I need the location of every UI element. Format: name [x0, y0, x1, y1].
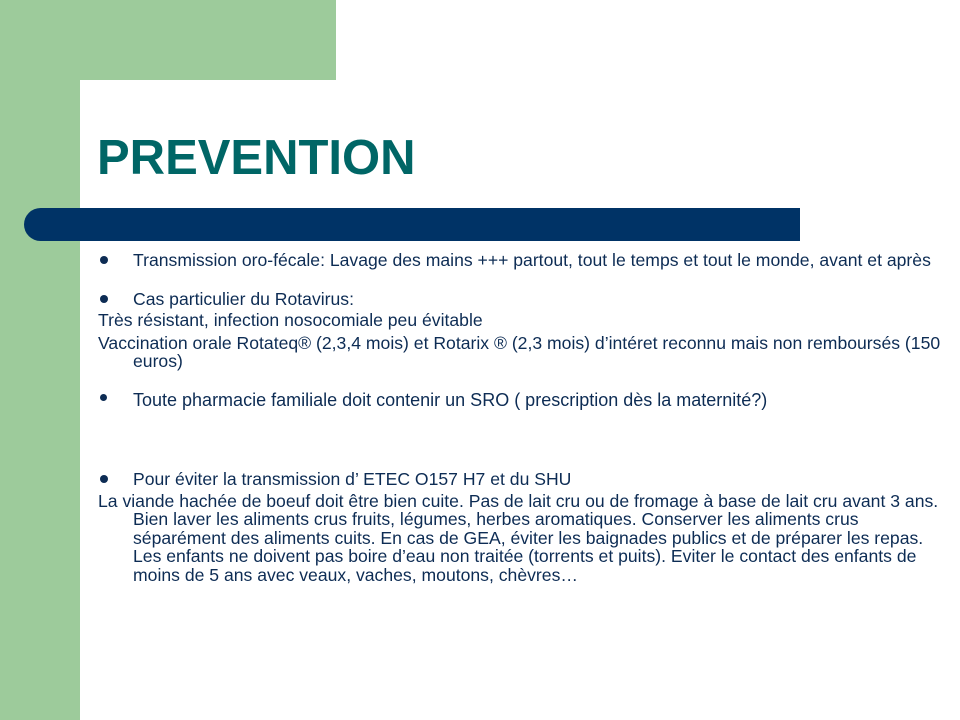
bullet-dot-icon: [100, 295, 108, 303]
bullet-item: [98, 470, 953, 489]
bullet-text: Toute pharmacie familiale doit contenir un SRO ( prescription dès la maternité?): [133, 389, 768, 410]
title-underline-bar: [24, 208, 800, 241]
paragraph: Très résistant, infection nosocomiale peu évitable: [98, 310, 483, 330]
decor-green-band-left: [0, 0, 80, 720]
bullet-dot-icon: [100, 256, 108, 264]
bullet-item: [98, 391, 953, 410]
bullet-text: Cas particulier du Rotavirus:: [133, 288, 354, 309]
bullet-item: [98, 251, 953, 270]
bullet-item: [98, 290, 953, 309]
bullet-text: Transmission oro-fécale: Lavage des mains +++ partout, tout le temps et tout le monde, avant et après: [133, 250, 931, 270]
bullet-dot-icon: [100, 394, 107, 401]
bullet-text: Pour éviter la transmission d’ ETEC O157 H7 et du SHU: [133, 469, 572, 489]
slide-body: [98, 251, 953, 584]
bullet-dot-icon: [100, 475, 108, 483]
paragraph: Vaccination orale Rotateq® (2,3,4 mois) et Rotarix ® (2,3 mois) d’intéret reconnu mais non remboursés (150 euros): [98, 332, 941, 371]
slide-title: PREVENTION: [97, 131, 416, 185]
paragraph: La viande hachée de boeuf doit être bien cuite. Pas de lait cru ou de fromage à base de lait cru avant 3 ans. Bien laver les aliments crus fruits, légumes, herbes aromatiques. Conserver les aliments crus séparément des aliments cuits. En cas de GEA, éviter les baignades publics et de préparer les repas. Les enfants ne doivent pas boire d’eau non traitée (torrents et puits). Eviter le contact des enfants de moins de 5 ans avec veaux, vaches, moutons, chèvres…: [98, 490, 939, 585]
